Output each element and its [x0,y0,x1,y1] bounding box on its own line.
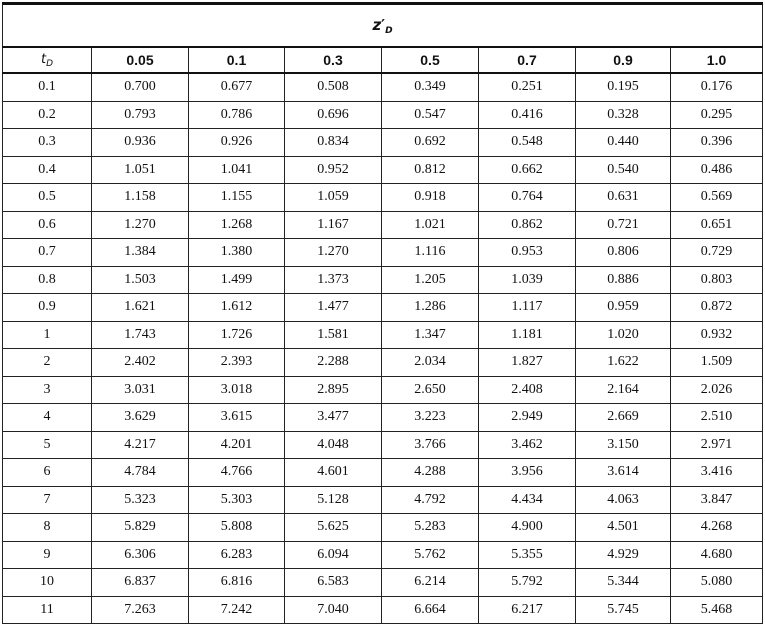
row-label-cell: 0.4 [3,156,92,184]
row-header-subscript: D [46,58,54,69]
table-cell: 0.793 [92,101,189,129]
table-cell: 4.680 [671,541,763,569]
row-label-cell: 0.6 [3,211,92,239]
table-cell: 0.806 [576,239,671,267]
table-cell: 1.477 [285,294,382,322]
table-cell: 3.614 [576,459,671,487]
table-row [3,569,763,597]
table-cell: 0.677 [189,73,285,101]
table-cell: 0.569 [671,184,763,212]
table-cell: 1.020 [576,321,671,349]
table-row [3,101,763,129]
table-cell: 0.729 [671,239,763,267]
row-label-cell: 0.8 [3,266,92,294]
table-cell: 1.270 [285,239,382,267]
table-body [3,73,763,624]
row-label-cell: 3 [3,376,92,404]
table-cell: 1.116 [382,239,479,267]
table-cell: 1.743 [92,321,189,349]
column-header: 0.5 [382,47,479,73]
table-cell: 0.195 [576,73,671,101]
table-cell: 5.829 [92,514,189,542]
title-prime: ′ [381,15,386,34]
table-title [3,4,763,48]
table-cell: 3.629 [92,404,189,432]
row-label-cell: 4 [3,404,92,432]
table-cell: 1.270 [92,211,189,239]
table-cell: 1.499 [189,266,285,294]
row-header-cell [3,47,92,73]
table-cell: 6.283 [189,541,285,569]
column-header: 1.0 [671,47,763,73]
table-cell: 0.349 [382,73,479,101]
table-cell: 0.918 [382,184,479,212]
table-row [3,486,763,514]
table-row [3,541,763,569]
column-header-row [3,47,763,73]
table-row [3,376,763,404]
table-cell: 5.355 [479,541,576,569]
table-cell: 4.201 [189,431,285,459]
table-cell: 1.286 [382,294,479,322]
row-label-cell: 8 [3,514,92,542]
table-cell: 0.651 [671,211,763,239]
table-cell: 5.808 [189,514,285,542]
table-cell: 0.952 [285,156,382,184]
table-cell: 3.956 [479,459,576,487]
table-cell: 4.784 [92,459,189,487]
table-row [3,239,763,267]
table-row [3,73,763,101]
table-cell: 2.288 [285,349,382,377]
table-cell: 2.393 [189,349,285,377]
table-cell: 0.834 [285,129,382,157]
table-cell: 2.164 [576,376,671,404]
row-label-cell: 9 [3,541,92,569]
table-cell: 0.540 [576,156,671,184]
table-cell: 6.217 [479,596,576,624]
column-header: 0.1 [189,47,285,73]
table-row [3,211,763,239]
table-cell: 0.251 [479,73,576,101]
table-cell: 5.625 [285,514,382,542]
row-label-cell: 10 [3,569,92,597]
table-cell: 2.949 [479,404,576,432]
table-cell: 1.041 [189,156,285,184]
table-row [3,184,763,212]
row-label-cell: 0.1 [3,73,92,101]
table-cell: 1.380 [189,239,285,267]
table-cell: 4.501 [576,514,671,542]
table-cell: 1.158 [92,184,189,212]
table-cell: 1.117 [479,294,576,322]
table-row [3,514,763,542]
row-label-cell: 0.5 [3,184,92,212]
table-cell: 1.621 [92,294,189,322]
table-cell: 0.926 [189,129,285,157]
row-label-cell: 0.2 [3,101,92,129]
table-cell: 0.936 [92,129,189,157]
row-label-cell: 6 [3,459,92,487]
table-cell: 0.862 [479,211,576,239]
table-row [3,431,763,459]
table-cell: 0.662 [479,156,576,184]
table-cell: 3.477 [285,404,382,432]
column-header: 0.7 [479,47,576,73]
title-subscript: D [385,25,393,36]
table-row [3,404,763,432]
table-cell: 3.847 [671,486,763,514]
table-cell: 6.583 [285,569,382,597]
table-cell: 1.581 [285,321,382,349]
table-cell: 0.764 [479,184,576,212]
table-cell: 5.080 [671,569,763,597]
table-cell: 6.214 [382,569,479,597]
table-cell: 6.837 [92,569,189,597]
row-header-symbol: t [40,51,47,67]
table-cell: 1.373 [285,266,382,294]
table-cell: 0.440 [576,129,671,157]
table-cell: 2.402 [92,349,189,377]
table-cell: 2.650 [382,376,479,404]
table-cell: 0.486 [671,156,763,184]
table-cell: 1.181 [479,321,576,349]
table-cell: 5.283 [382,514,479,542]
table-cell: 0.692 [382,129,479,157]
table-cell: 1.059 [285,184,382,212]
table-cell: 5.792 [479,569,576,597]
table-cell: 1.039 [479,266,576,294]
table-cell: 6.094 [285,541,382,569]
table-cell: 1.205 [382,266,479,294]
table-cell: 5.128 [285,486,382,514]
table-cell: 5.303 [189,486,285,514]
table-cell: 0.803 [671,266,763,294]
table-row [3,349,763,377]
table-cell: 4.792 [382,486,479,514]
table-cell: 0.959 [576,294,671,322]
table-row [3,459,763,487]
table-cell: 6.816 [189,569,285,597]
table-cell: 1.347 [382,321,479,349]
table-cell: 5.344 [576,569,671,597]
table-cell: 1.503 [92,266,189,294]
table-cell: 2.408 [479,376,576,404]
table-cell: 0.328 [576,101,671,129]
row-label-cell: 0.7 [3,239,92,267]
table-cell: 2.034 [382,349,479,377]
table-cell: 0.721 [576,211,671,239]
title-row [3,4,763,48]
table-row [3,129,763,157]
table-cell: 0.872 [671,294,763,322]
table-cell: 0.886 [576,266,671,294]
table-cell: 0.631 [576,184,671,212]
table-cell: 4.766 [189,459,285,487]
table-cell: 6.306 [92,541,189,569]
table-row [3,294,763,322]
table-cell: 4.268 [671,514,763,542]
table-row [3,596,763,624]
table-cell: 4.601 [285,459,382,487]
table-cell: 3.766 [382,431,479,459]
table-cell: 5.762 [382,541,479,569]
table-cell: 1.051 [92,156,189,184]
table-cell: 4.217 [92,431,189,459]
table-cell: 2.669 [576,404,671,432]
table-cell: 1.155 [189,184,285,212]
row-label-cell: 5 [3,431,92,459]
row-label-cell: 2 [3,349,92,377]
table-cell: 1.167 [285,211,382,239]
table-cell: 0.953 [479,239,576,267]
table-cell: 4.288 [382,459,479,487]
table-cell: 2.971 [671,431,763,459]
table-cell: 0.508 [285,73,382,101]
table-cell: 0.547 [382,101,479,129]
table-cell: 0.786 [189,101,285,129]
table-cell: 4.434 [479,486,576,514]
row-label-cell: 7 [3,486,92,514]
table-cell: 2.895 [285,376,382,404]
column-header: 0.3 [285,47,382,73]
table-cell: 0.812 [382,156,479,184]
table-cell: 1.021 [382,211,479,239]
table-cell: 4.900 [479,514,576,542]
table-cell: 3.416 [671,459,763,487]
table-cell: 4.929 [576,541,671,569]
table-cell: 0.696 [285,101,382,129]
table-cell: 7.263 [92,596,189,624]
table-cell: 1.726 [189,321,285,349]
table-cell: 0.176 [671,73,763,101]
column-header: 0.05 [92,47,189,73]
table-cell: 0.416 [479,101,576,129]
table-cell: 1.622 [576,349,671,377]
table-row [3,321,763,349]
table-row [3,266,763,294]
table-cell: 1.509 [671,349,763,377]
table-cell: 0.396 [671,129,763,157]
table-row [3,156,763,184]
row-label-cell: 0.9 [3,294,92,322]
table-cell: 3.223 [382,404,479,432]
table-cell: 0.548 [479,129,576,157]
table-cell: 2.510 [671,404,763,432]
table-cell: 3.615 [189,404,285,432]
table-cell: 3.150 [576,431,671,459]
table-cell: 7.040 [285,596,382,624]
table-cell: 1.612 [189,294,285,322]
table-cell: 1.384 [92,239,189,267]
table-cell: 3.462 [479,431,576,459]
table-cell: 0.295 [671,101,763,129]
table-cell: 3.031 [92,376,189,404]
table-cell: 6.664 [382,596,479,624]
column-header: 0.9 [576,47,671,73]
table-cell: 0.932 [671,321,763,349]
table-cell: 1.827 [479,349,576,377]
data-table [2,2,763,624]
table-cell: 1.268 [189,211,285,239]
table-cell: 0.700 [92,73,189,101]
table-cell: 3.018 [189,376,285,404]
row-label-cell: 0.3 [3,129,92,157]
table-cell: 5.323 [92,486,189,514]
title-symbol: z [372,15,382,34]
table-cell: 7.242 [189,596,285,624]
table-cell: 5.468 [671,596,763,624]
table-cell: 2.026 [671,376,763,404]
table-cell: 4.063 [576,486,671,514]
table-cell: 4.048 [285,431,382,459]
row-label-cell: 11 [3,596,92,624]
row-label-cell: 1 [3,321,92,349]
table-cell: 5.745 [576,596,671,624]
